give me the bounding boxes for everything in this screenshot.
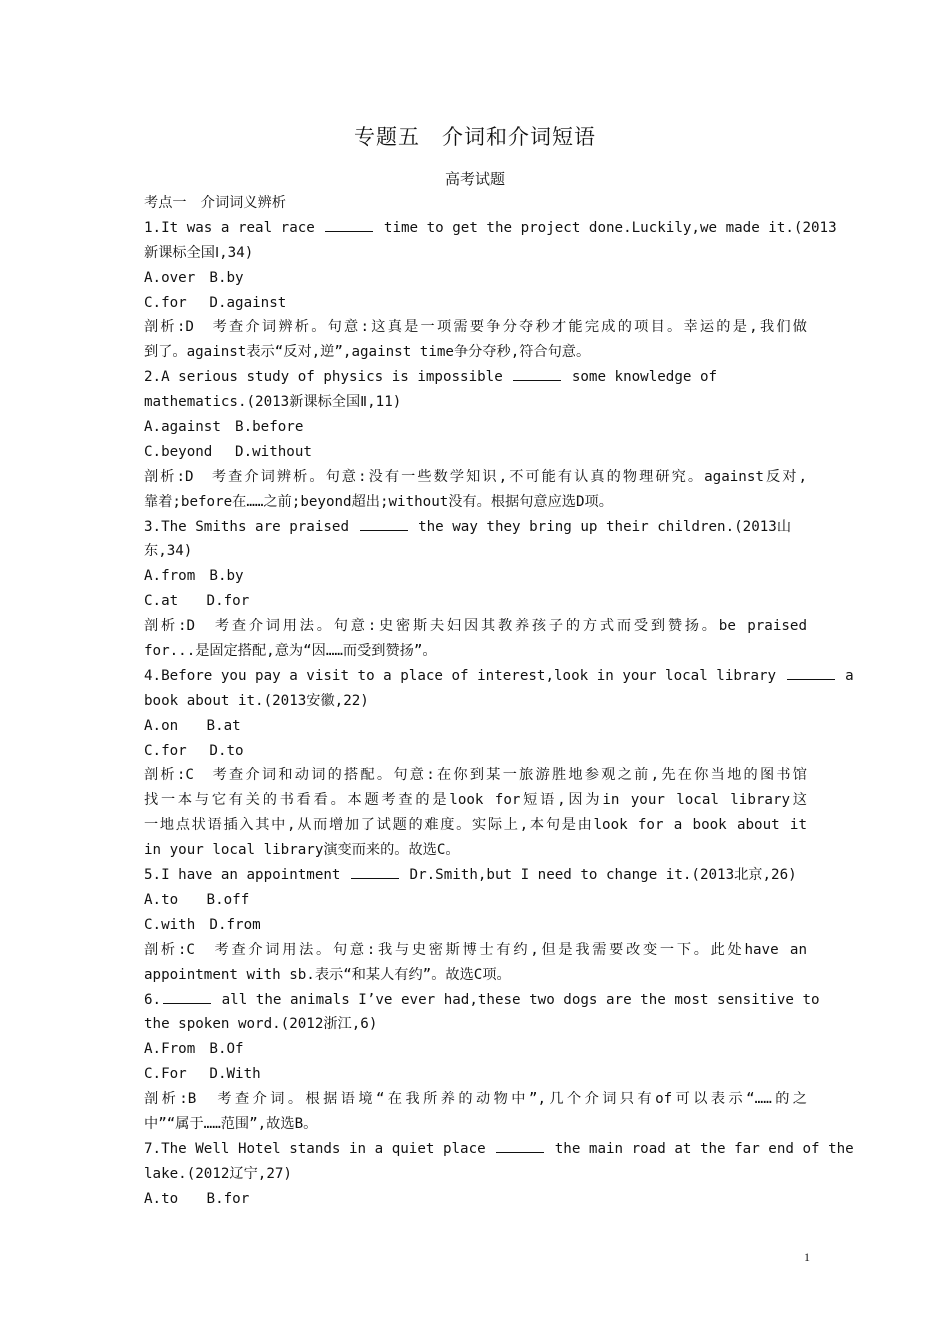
answer-blank (496, 1151, 544, 1153)
q5-options-cd: C.with D.from (144, 916, 261, 933)
q3-stem-a-after: the way they bring up their children.(2013山 (409, 518, 792, 535)
q4-stem-b: book about it.(2013安徽,22) (144, 692, 369, 709)
q6-stem-a-before: 6. (144, 991, 162, 1008)
q2-stem-a-after: some knowledge of (563, 369, 718, 386)
q3-stem-a (144, 515, 807, 540)
q4-analysis-d: in your local library演变而来的。故选C。 (144, 842, 460, 859)
q1-stem-a (144, 216, 837, 241)
document-body (144, 191, 854, 1212)
answer-blank (513, 379, 561, 381)
answer-blank (787, 678, 835, 680)
q4-stem-a (144, 664, 854, 689)
q2-analysis-b: 靠着;before在……之前;beyond超出;without没有。根据句意应选D项。 (144, 493, 613, 510)
q5-options-ab: A.to B.off (144, 891, 250, 908)
q6-stem-a-after: all the animals I’ve ever had,these two dogs are the most sensitive to (213, 991, 820, 1008)
q7-options-ab: A.to B.for (144, 1190, 250, 1207)
q2-options-ab: A.against B.before (144, 419, 304, 436)
q6-analysis-a: 剖析:B 考查介词。根据语境“在我所养的动物中”,几个介词只有of可以表示“……的之 (144, 1091, 807, 1108)
q1-stem-a-before: 1.It was a real race (144, 219, 324, 236)
q6-options-cd: C.For D.With (144, 1066, 261, 1083)
q6-stem-a (144, 988, 820, 1013)
page-title: 专题五 介词和介词短语 (354, 125, 596, 149)
q1-options-cd: C.for D.against (144, 294, 287, 311)
page-number: 1 (804, 1250, 810, 1264)
q1-stem-b: 新课标全国Ⅰ,34) (144, 244, 254, 261)
q4-options-ab: A.on B.at (144, 717, 241, 734)
q7-stem-a-before: 7.The Well Hotel stands in a quiet place (144, 1140, 495, 1157)
q3-analysis-a: 剖析:D 考查介词用法。句意:史密斯夫妇因其教养孩子的方式而受到赞扬。be praised (144, 618, 807, 635)
q3-analysis-b: for...是固定搭配,意为“因……而受到赞扬”。 (144, 643, 437, 660)
q6-options-ab: A.From B.Of (144, 1041, 244, 1058)
answer-blank (360, 529, 408, 531)
q5-stem-a (144, 863, 807, 888)
q3-options-cd: C.at D.for (144, 593, 250, 610)
q5-stem-a-before: 5.I have an appointment (144, 867, 349, 884)
q1-options-ab: A.over B.by (144, 269, 244, 286)
q2-stem-a (144, 365, 807, 390)
q4-stem-a-before: 4.Before you pay a visit to a place of interest,look in your local library (144, 667, 785, 684)
answer-blank (325, 230, 373, 232)
q2-stem-a-before: 2.A serious study of physics is impossible (144, 369, 512, 386)
q5-analysis-a: 剖析:C 考查介词用法。句意:我与史密斯博士有约,但是我需要改变一下。此处have an (144, 941, 807, 958)
answer-blank (163, 1002, 211, 1004)
q1-stem-a-after: time to get the project done.Luckily,we made it.(2013 (375, 219, 837, 236)
answer-blank (351, 877, 399, 879)
point-heading: 考点一 介词词义辨析 (144, 195, 286, 211)
q3-options-ab: A.from B.by (144, 568, 244, 585)
q2-analysis-a: 剖析:D 考查介词辨析。句意:没有一些数学知识,不可能有认真的物理研究。against反对, (144, 468, 807, 485)
q4-analysis-b: 找一本与它有关的书看看。本题考查的是look for短语,因为in your local library这 (144, 792, 807, 809)
q4-stem-a-after: a (836, 667, 854, 684)
q4-analysis-a: 剖析:C 考查介词和动词的搭配。句意:在你到某一旅游胜地参观之前,先在你当地的图书馆 (144, 767, 807, 784)
q4-options-cd: C.for D.to (144, 742, 244, 759)
q1-analysis-b: 到了。against表示“反对,逆”,against time争分夺秒,符合句意。 (144, 344, 591, 361)
page-subtitle: 高考试题 (444, 170, 505, 188)
q3-stem-a-before: 3.The Smiths are praised (144, 518, 358, 535)
q2-stem-b: mathematics.(2013新课标全国Ⅱ,11) (144, 394, 402, 411)
q5-stem-a-after: Dr.Smith,but I need to change it.(2013北京,26) (401, 867, 797, 884)
q7-stem-b: lake.(2012辽宁,27) (144, 1165, 292, 1182)
q7-stem-a-after: the main road at the far end of the (546, 1140, 854, 1157)
q5-analysis-b: appointment with sb.表示“和某人有约”。故选C项。 (144, 966, 511, 983)
q6-stem-b: the spoken word.(2012浙江,6) (144, 1016, 378, 1033)
q2-options-cd: C.beyond D.without (144, 443, 312, 460)
q3-stem-b: 东,34) (144, 543, 193, 560)
q1-analysis-a: 剖析:D 考查介词辨析。句意:这真是一项需要争分夺秒才能完成的项目。幸运的是,我们做 (144, 319, 807, 336)
q6-analysis-b: 中”“属于……范围”,故选B。 (144, 1115, 318, 1132)
q7-stem-a (144, 1137, 854, 1162)
q4-analysis-c: 一地点状语插入其中,从而增加了试题的难度。实际上,本句是由look for a book about it (144, 817, 807, 834)
